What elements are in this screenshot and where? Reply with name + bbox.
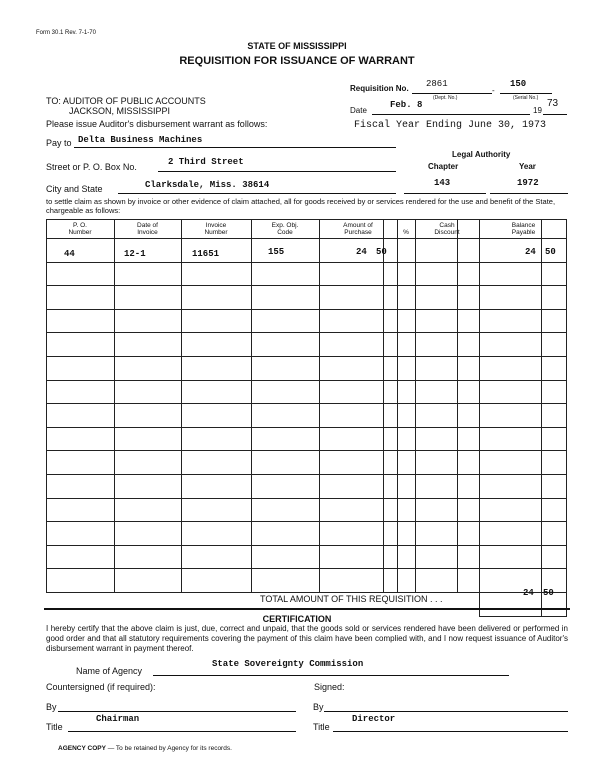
row-balance-dollars: 24 xyxy=(525,247,536,257)
col-percent: % xyxy=(403,229,409,236)
row-invoice: 11651 xyxy=(192,249,220,259)
settle-text: to settle claim as shown by invoice or other evidence of claim attached, all for goods received by or services rendered for the use and benefit of the State, chargeable as follows: xyxy=(46,197,556,215)
by-right-label: By xyxy=(313,702,324,712)
date-value: Feb. 8 xyxy=(390,100,423,110)
col-po: P. O. Number xyxy=(68,222,92,236)
countersigned-label: Countersigned (if required): xyxy=(46,682,156,692)
agency-label: Name of Agency xyxy=(76,666,143,676)
street-label: Street or P. O. Box No. xyxy=(46,162,137,172)
row-amount-cents: 50 xyxy=(376,247,387,257)
to-line-2: JACKSON, MISSISSIPPI xyxy=(69,106,171,116)
year-label: Year xyxy=(519,162,536,171)
total-dollars: 24 xyxy=(523,588,534,598)
total-cents: 50 xyxy=(543,588,554,598)
to-line-1: TO: AUDITOR OF PUBLIC ACCOUNTS xyxy=(46,96,206,106)
row-po: 44 xyxy=(64,249,75,259)
claim-table xyxy=(46,219,567,617)
title-right-value: Director xyxy=(352,714,396,724)
chapter-value: 143 xyxy=(434,178,451,188)
pay-to-label: Pay to xyxy=(46,138,72,148)
serial-no-caption: (Serial No.) xyxy=(513,95,539,101)
by-left-label: By xyxy=(46,702,57,712)
row-balance-cents: 50 xyxy=(545,247,556,257)
year-prefix: 19 xyxy=(533,106,542,115)
row-date: 12-1 xyxy=(124,249,146,259)
street-value: 2 Third Street xyxy=(168,157,244,167)
date-label: Date xyxy=(350,106,367,115)
fiscal-year: Fiscal Year Ending June 30, 1973 xyxy=(354,120,547,131)
dept-no-caption: (Dept. No.) xyxy=(433,95,458,101)
requisition-label: Requisition No. xyxy=(350,84,409,93)
row-amount-dollars: 24 xyxy=(356,247,367,257)
year-value-legal: 1972 xyxy=(517,178,539,188)
col-balance: Balance Payable xyxy=(511,222,536,236)
agency-value: State Sovereignty Commission xyxy=(212,659,364,669)
serial-number: 150 xyxy=(510,79,527,89)
col-amount: Amount of Purchase xyxy=(343,222,373,236)
city-label: City and State xyxy=(46,184,103,194)
pay-to-value: Delta Business Machines xyxy=(78,135,203,145)
col-date: Date of Invoice xyxy=(137,222,158,236)
col-exp-code: Exp. Obj. Code xyxy=(271,222,299,236)
total-label: TOTAL AMOUNT OF THIS REQUISITION . . . xyxy=(260,594,443,604)
year-value: 73 xyxy=(547,98,559,109)
form-id: Form 30.1 Rev. 7-1-70 xyxy=(36,30,96,36)
signed-label: Signed: xyxy=(314,682,345,692)
state-heading: STATE OF MISSISSIPPI xyxy=(247,41,347,51)
certification-heading: CERTIFICATION xyxy=(262,614,332,624)
legal-authority-label: Legal Authority xyxy=(452,150,511,159)
title-right-label: Title xyxy=(313,722,330,732)
title-left-value: Chairman xyxy=(96,714,140,724)
footer-note: AGENCY COPY — To be retained by Agency for its records. xyxy=(58,745,232,752)
page-title: REQUISITION FOR ISSUANCE OF WARRANT xyxy=(179,55,415,67)
row-exp-code: 155 xyxy=(268,247,285,257)
dept-number: 2861 xyxy=(426,79,448,89)
certification-text: I hereby certify that the above claim is just, due, correct and unpaid, that the goods sold or services rendered have been delivered or performed in good order and that all statutory requirements covering the payment of this claim have been complied with, and I now request issuance of Auditor's disbursement warrant in payment thereof. xyxy=(46,624,568,653)
instruction-text: Please issue Auditor's disbursement warrant as follows: xyxy=(46,119,268,129)
col-invoice: Invoice Number xyxy=(204,222,228,236)
col-cash-discount: Cash Discount xyxy=(434,222,460,236)
title-left-label: Title xyxy=(46,722,63,732)
chapter-label: Chapter xyxy=(428,162,459,171)
city-value: Clarksdale, Miss. 38614 xyxy=(145,180,270,190)
